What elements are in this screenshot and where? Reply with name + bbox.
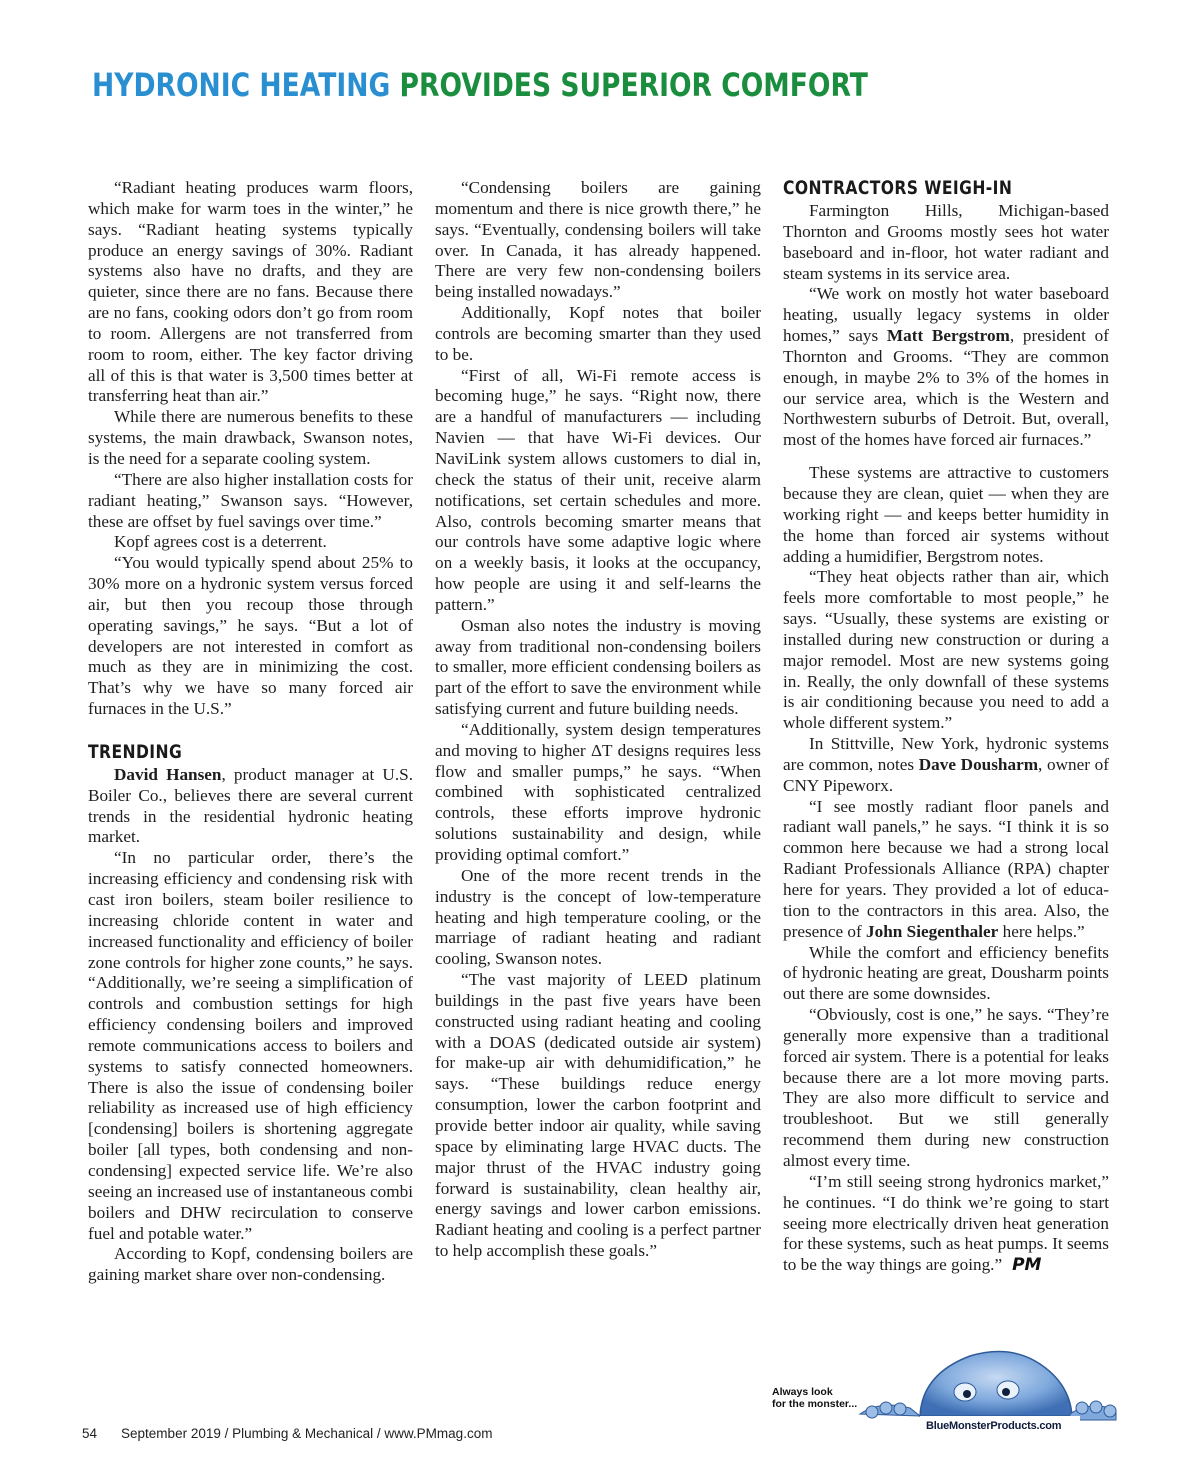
paragraph-text: , president of Thornton and Grooms. “They are common enough, in maybe 2% to 3% of the homes in our service area, which is the Western and Northwestern suburbs of Detroit. But, overall, most of the homes have forced air furnaces.” [783, 326, 1109, 450]
headline [92, 66, 868, 104]
paragraph-text: “We work on mostly hot water baseboard heating, usually legacy systems in older homes,” says [783, 284, 1109, 346]
column-1 [88, 178, 413, 1286]
paragraph [783, 734, 1109, 797]
footer-text: September 2019 / Plumbing & Mechanical / www.PMmag.com [121, 1426, 493, 1441]
headline-part-1: HYDRONIC HEATING [92, 66, 391, 104]
person-name: David Hansen [114, 764, 222, 784]
paragraph: According to Kopf, condensing boilers are gaining market share over non-condensing. [88, 1244, 413, 1285]
paragraph: These systems are attractive to customers because they are clean, quiet — when they are working right — and keeps better humidity in the home than forced air systems without adding a humidifier, Bergstrom notes. [783, 463, 1109, 566]
ad-tagline-line-2: for the monster... [772, 1398, 858, 1410]
blue-monster-icon [770, 1334, 1120, 1434]
paragraph-text: “I’m still seeing strong hydronics market,” he continues. “I do think we’re going to start seeing more electrically driven heat generation for these systems, such as heat pumps. It seems to be the way things are going.” [783, 1171, 1109, 1275]
column-3 [783, 178, 1109, 1276]
paragraph [783, 797, 1109, 943]
paragraph: “Obviously, cost is one,” he says. “They’re generally more expensive than a traditional forced air system. There is a potential for leaks because there are a lot more moving parts. They are also more difficult to service and troubleshoot. But we still generally recommend them during new construction almost every time. [783, 1005, 1109, 1170]
section-heading-trending: TRENDING [88, 740, 183, 763]
paragraph: One of the more recent trends in the industry is the concept of low-temperature heating and high temperature cooling, or the marriage of radiant heating and radiant cooling, Swanson notes. [435, 865, 761, 969]
ad-tagline-line-1: Always look [772, 1386, 833, 1398]
blue-monster-ad[interactable] [770, 1334, 1120, 1434]
person-name: Dave Dousharm [918, 754, 1039, 774]
paragraph: “First of all, Wi-Fi remote access is becoming huge,” he says. “Right now, there are a handful of manufacturers — including Navien — that have Wi-Fi devices. Our NaviLink system allows customers to dial in, check the status of their unit, receive alarm notifications, set certain schedules and more. Also, controls becoming smarter means that our controls have some adaptive logic where on a weekly basis, it looks at the occupancy, how people are using it and self-learns the pattern.” [435, 365, 761, 614]
paragraph: “Radiant heating produces warm floors, which make for warm toes in the winter,” he says. “Radiant heating systems typically produce an energy savings of 30%. Radiant systems also have no drafts, and they are quieter, since there are no fans. Because there are no fans, cooking odors don’t go from room to room. Allergens are not transferred from room to room, either. The key factor driving all of this is that water is 3,500 times better at transferring heat than air.” [88, 178, 413, 406]
ad-url[interactable]: BlueMonsterProducts.com [926, 1420, 1062, 1432]
paragraph: Osman also notes the industry is moving away from traditional non-condensing boilers to smaller, more efficient condensing boilers as part of the effort to save the environment while satisfying current and future building needs. [435, 615, 761, 719]
column-2 [435, 178, 761, 1262]
paragraph-text: here helps.” [998, 921, 1085, 941]
page-number: 54 [82, 1426, 98, 1441]
paragraph-text: “I see mostly radiant floor panels and radiant wall panels,” he says. “I think it is so common here because we had a strong local Radiant Professionals Alliance (RPA) chapter here for years. They provided a lot of education to the contractors in this area. Also, the presence of [783, 796, 1109, 941]
person-name: John Siegenthaler [866, 921, 999, 941]
paragraph: “The vast majority of LEED platinum buildings in the past five years have been constructed using radiant heating and cooling with a DOAS (dedicated outside air system) for make-up air with dehumidification,” he says. “These buildings reduce energy consumption, lower the carbon footprint and provide better indoor air quality, while saving space by eliminating large HVAC ducts. The major thrust of the HVAC industry going forward is sustainability, clean healthy air, energy savings and lower carbon emissions. Radiant heating and cooling is a perfect partner to help accomplish these goals.” [435, 970, 761, 1261]
paragraph: “They heat objects rather than air, which feels more comfortable to most people,” he says. “Usually, these systems are existing or installed during new construction or during a major remodel. Most are new systems going in. Really, the only downfall of these systems is air conditioning because you need to add a whole different system.” [783, 567, 1109, 733]
page-footer [82, 1426, 492, 1441]
paragraph [88, 765, 413, 848]
person-name: Matt Bergstrom [886, 326, 1010, 346]
paragraph [783, 284, 1109, 451]
paragraph [783, 1172, 1109, 1276]
paragraph: “Condensing boilers are gaining momentum and there is nice growth there,” he says. “Eventually, condensing boilers will take over. In Canada, it has already happened. There are very few non-condensing boilers being installed nowadays.” [435, 178, 761, 302]
paragraph-text: , owner of CNY Pipeworx. [783, 754, 1109, 795]
paragraph: Farmington Hills, Michigan-based Thornton and Grooms mostly sees hot water baseboard and in-floor, hot water radiant and steam systems in its service area. [783, 201, 1109, 283]
paragraph: While there are numerous benefits to these systems, the main drawback, Swanson notes, is the need for a separate cooling system. [88, 407, 413, 468]
paragraph: Kopf agrees cost is a deterrent. [114, 532, 327, 552]
paragraph: Additionally, Kopf notes that boiler controls are becoming smarter than they used to be. [435, 303, 761, 364]
section-heading-contractors: CONTRACTORS WEIGH-IN [783, 177, 1013, 199]
paragraph: “In no particular order, there’s the increasing efficiency and condensing risk with cast iron boilers, steam boiler resilience to increasing chloride content in water and increased functionality and efficiency of boiler zone controls for higher zone counts,” he says. “Additionally, we’re seeing a simplification of controls and combustion settings for high efficiency condensing boilers and improved remote communications access to boilers and systems to satisfy connected homeowners. There is also the issue of condensing boiler reliability as increased use of high efficiency [condensing] boilers is shortening aggregate boiler [all types, both condensing and non-condensing] expected service life. We’re also seeing an increased use of instantaneous combi boilers and DHW recirculation to conserve fuel and potable water.” [88, 848, 413, 1243]
paragraph: “You would typically spend about 25% to 30% more on a hydronic system versus forced air, but then you recoup those through operating savings,” he says. “But a lot of developers are not interested in comfort as much as they are in minimizing the cost. That’s why we have so many forced air furnaces in the U.S.” [88, 553, 413, 719]
paragraph: “Additionally, system design temperatures and moving to higher ΔT designs requires less flow and smaller pumps,” he says. “When combined with sophisticated centralized controls, these efforts improve hydronic solutions sustainability and design, while providing optimal comfort.” [435, 719, 761, 864]
paragraph: While the comfort and efficiency benefits of hydronic heating are great, Dousharm points out there are some downsides. [783, 942, 1109, 1004]
paragraph-text: In Stittville, New York, hydronic systems are common, notes [783, 734, 1109, 774]
pm-end-mark: PM [1012, 1255, 1042, 1276]
headline-part-2: PROVIDES SUPERIOR COMFORT [399, 66, 868, 104]
paragraph: “There are also higher installation costs for radiant heating,” Swanson says. “However, these are offset by fuel savings over time.” [88, 469, 413, 531]
paragraph-text: , product manager at U.S. Boiler Co., believes there are several current trends in the residential hydronic heating market. [88, 764, 413, 847]
